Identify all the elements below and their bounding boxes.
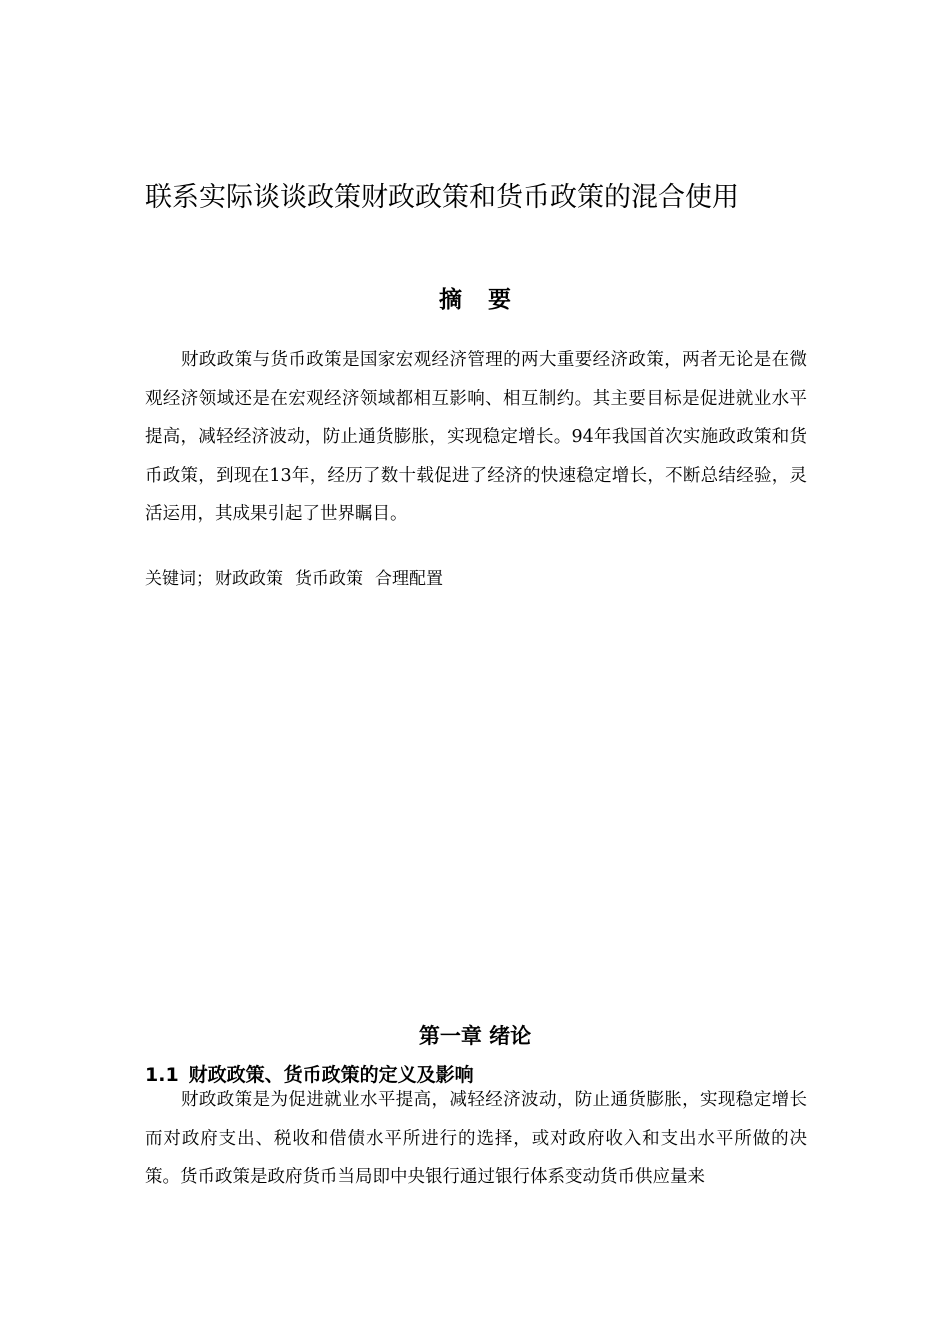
- keywords-label: 关键词；: [145, 569, 213, 589]
- section-title: 财政政策、货币政策的定义及影响: [188, 1064, 474, 1086]
- section-number: 1.1: [145, 1064, 179, 1086]
- abstract-paragraph: 财政政策与货币政策是国家宏观经济管理的两大重要经济政策，两者无论是在微观经济领域还是在宏观经济领域都相互影响、相互制约。其主要目标是促进就业水平提高，减轻经济波动，防止通货膨胀，实现稳定增长。94年我国首次实施政政策和货币政策，到现在13年，经历了数十载促进了经济的快速稳定增长，不断总结经验，灵活运用，其成果引起了世界瞩目。: [145, 350, 807, 524]
- document-title: 联系实际谈谈政策财政政策和货币政策的混合使用: [145, 182, 739, 213]
- keywords-line: [145, 565, 807, 593]
- section-paragraph: 财政政策是为促进就业水平提高，减轻经济波动，防止通货膨胀，实现稳定增长而对政府支出、税收和借债水平所进行的选择，或对政府收入和支出水平所做的决策。货币政策是政府货币当局即中央银行通过银行体系变动货币供应量来: [145, 1090, 807, 1187]
- keyword-item: 财政政策: [215, 569, 283, 589]
- keyword-item: 货币政策: [295, 569, 363, 589]
- abstract-heading: 摘要: [439, 287, 537, 313]
- keyword-item: 合理配置: [375, 569, 443, 589]
- chapter-heading: 第一章 绪论: [418, 1024, 532, 1048]
